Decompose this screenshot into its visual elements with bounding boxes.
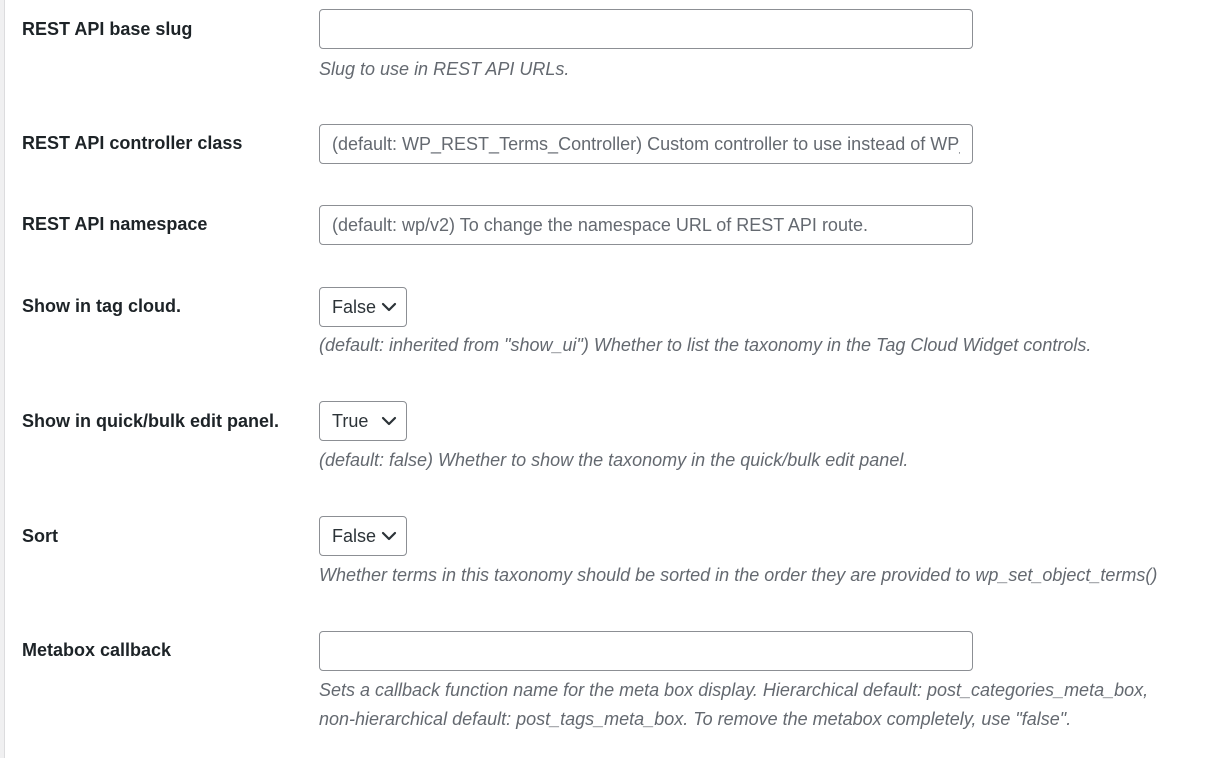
- sort-description: Whether terms in this taxonomy should be sorted in the order they are provided to wp_set_object_terms(): [319, 565, 1158, 585]
- meta-box-cb-input[interactable]: [319, 631, 973, 671]
- meta-box-cb-label: Metabox callback: [22, 640, 172, 660]
- rest-controller-class-input[interactable]: [319, 124, 973, 164]
- show-in-quick-edit-select[interactable]: [319, 401, 407, 441]
- chevron-down-icon: [381, 300, 397, 314]
- rest-namespace-label: REST API namespace: [22, 214, 208, 234]
- sort-selected-value: False: [332, 526, 377, 546]
- meta-box-cb-description-line2: non-hierarchical default: post_tags_meta_box. To remove the metabox completely, use "false".: [319, 709, 1072, 729]
- show-tagcloud-label: Show in tag cloud.: [22, 296, 181, 316]
- meta-box-cb-description-line1: Sets a callback function name for the meta box display. Hierarchical default: post_categories_meta_box,: [319, 680, 1149, 700]
- show-in-quick-edit-label: Show in quick/bulk edit panel.: [22, 411, 280, 431]
- show-in-quick-edit-selected-value: True: [332, 411, 369, 431]
- show-tagcloud-description: (default: inherited from "show_ui") Whether to list the taxonomy in the Tag Cloud Widget controls.: [319, 335, 1092, 355]
- sort-label: Sort: [22, 526, 58, 546]
- settings-panel: [4, 0, 1225, 758]
- rest-base-input[interactable]: [319, 9, 973, 49]
- sort-select[interactable]: [319, 516, 407, 556]
- rest-controller-class-label: REST API controller class: [22, 133, 243, 153]
- rest-namespace-input[interactable]: [319, 205, 973, 245]
- show-tagcloud-select[interactable]: [319, 287, 407, 327]
- chevron-down-icon: [381, 529, 397, 543]
- show-in-quick-edit-description: (default: false) Whether to show the taxonomy in the quick/bulk edit panel.: [319, 450, 909, 470]
- rest-base-description: Slug to use in REST API URLs.: [319, 59, 570, 79]
- rest-base-label: REST API base slug: [22, 19, 193, 39]
- chevron-down-icon: [381, 414, 397, 428]
- show-tagcloud-selected-value: False: [332, 297, 377, 317]
